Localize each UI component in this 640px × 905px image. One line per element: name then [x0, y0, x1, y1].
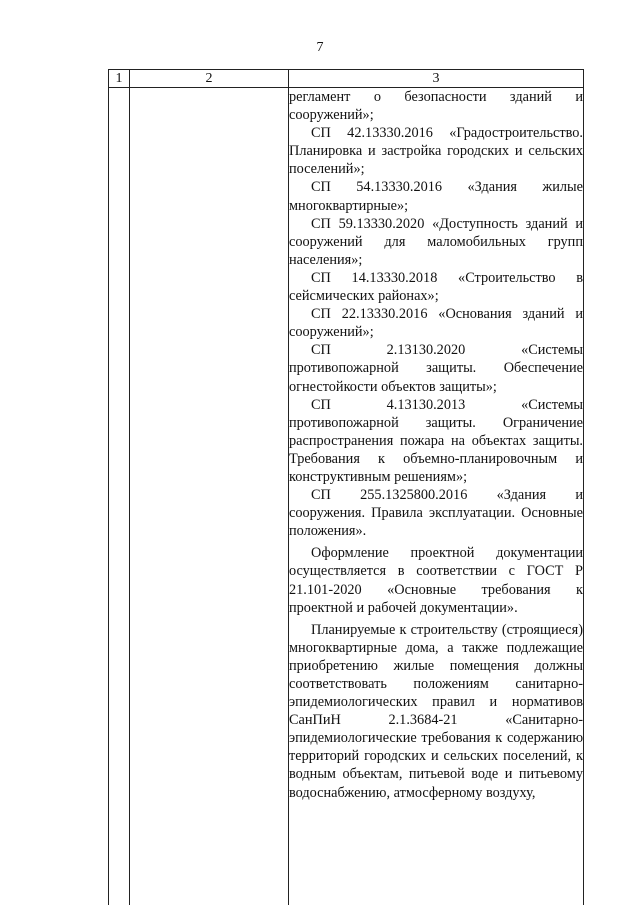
- paragraph: СП 2.13130.2020 «Системы противопожарной защиты. Обеспечение огнестойкости объектов защиты»;: [289, 342, 583, 395]
- table-header-row: [109, 70, 584, 88]
- paragraph: СП 22.13330.2016 «Основания зданий и сооружений»;: [289, 306, 583, 341]
- cell-col-2: [130, 88, 289, 905]
- paragraph: СП 14.13330.2018 «Строительство в сейсмических районах»;: [289, 269, 583, 305]
- requirements-table: [108, 69, 584, 905]
- paragraph: регламент о безопасности зданий и сооружений»;: [289, 89, 583, 124]
- cell-col-3: [289, 88, 584, 905]
- page-number: 7: [316, 40, 324, 55]
- table-row: [109, 88, 584, 905]
- column-header-1: 1: [109, 70, 130, 88]
- paragraph: СП 42.13330.2016 «Градостроительство. Планировка и застройка городских и сельских поселений»;: [289, 125, 583, 178]
- paragraph: Планируемые к строительству (строящиеся) многоквартирные дома, а также подлежащие приобретению жилые помещения должны соответствовать положениям санитарно-эпидемиологических правил и нормативов СанПиН 2.1.3684-21 «Санитарно-эпидемиологические требования к содержанию территорий городских и сельских поселений, к водным объектам, питьевой воде и питьевому водоснабжению, атмосферному воздуху,: [289, 621, 583, 801]
- paragraph: СП 4.13130.2013 «Системы противопожарной защиты. Ограничение распространения пожара на объектах защиты. Требования к объемно-планировочным и конструктивным решениям»;: [289, 396, 583, 485]
- paragraph: СП 255.1325800.2016 «Здания и сооружения. Правила эксплуатации. Основные положения».: [289, 487, 583, 540]
- column-header-2: 2: [130, 70, 289, 88]
- paragraph: СП 54.13330.2016 «Здания жилые многоквартирные»;: [289, 179, 583, 214]
- paragraph: Оформление проектной документации осуществляется в соответствии с ГОСТ Р 21.101-2020 «Основные требования к проектной и рабочей документации».: [289, 545, 583, 616]
- cell-col-1: [109, 88, 130, 905]
- column-header-3: 3: [289, 70, 584, 88]
- paragraph: СП 59.13330.2020 «Доступность зданий и сооружений для маломобильных групп населения»;: [289, 215, 583, 268]
